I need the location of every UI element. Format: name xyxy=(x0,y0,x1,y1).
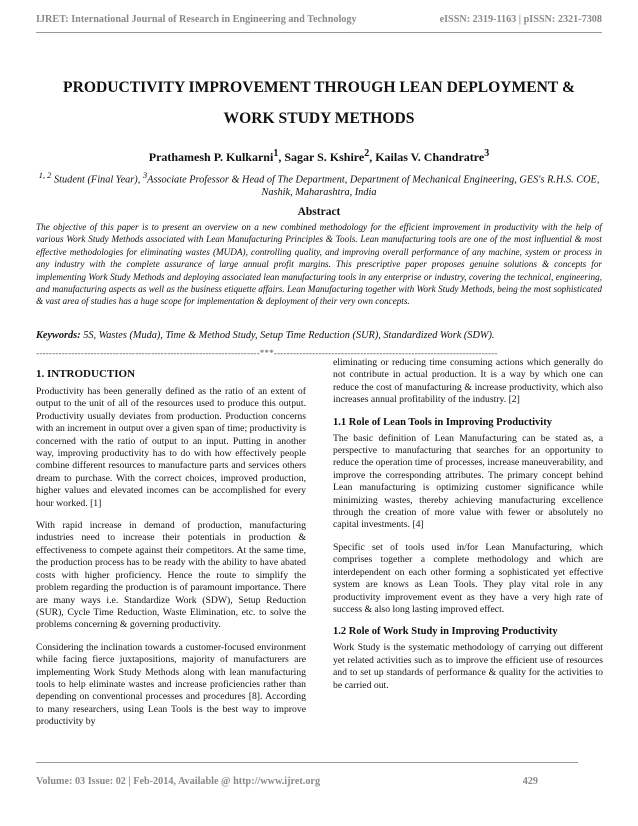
intro-paragraph-3: Considering the inclination towards a customer-focused environment while facing fierce juxtapositions, majority of manufacturers are implementing Work Study Methods along with lean manufacturing tools to help eliminate wastes and increase proficiencies rather than depending on conventional processes and procedures [8]. According to many researchers, using Lean Tools is the best way to improve productivity by xyxy=(36,641,306,728)
page-number: 429 xyxy=(522,776,538,787)
intro-paragraph-continued: eliminating or reducing time consuming actions which generally do not contribute in actual production. It is a way by which one can reduce the cost of manufacturing & increase productivity, which also increases annual profitability of the industry. [2] xyxy=(333,357,603,406)
keywords-label: Keywords: xyxy=(36,330,81,341)
running-footer xyxy=(36,776,538,787)
affiliation-sup-2: 3 xyxy=(142,170,148,180)
header-rule xyxy=(36,32,602,33)
abstract-heading: Abstract xyxy=(297,206,341,218)
running-header xyxy=(36,14,602,25)
section-1-2-heading: 1.2 Role of Work Study in Improving Productivity xyxy=(333,626,558,638)
author-2: Sagar S. Kshire xyxy=(284,150,365,164)
keywords xyxy=(36,329,602,342)
affiliation xyxy=(36,169,602,199)
right-column xyxy=(333,357,603,702)
lean-paragraph-1: The basic definition of Lean Manufacturing can be stated as, a perspective to manufacturing that searches for an opportunity to reduce the operation time of processes, increase maneuverability, and improve the corresponding attributes. The primary concept behind Lean manufacturing is optimizing customer significance while minimizing wastes, thereby achieving manufacturing excellence through the creation of more value with fewer or absolutely no capital investments. [4] xyxy=(333,432,603,531)
left-column xyxy=(36,368,306,739)
footer-rule xyxy=(36,762,578,763)
footer-volume xyxy=(36,776,320,787)
author-1-sup: 1 xyxy=(273,148,279,159)
section-divider: ----------------------------------------------------------------------***---------------------------------------------------------------------- xyxy=(36,348,498,358)
work-study-paragraph: Work Study is the systematic methodology of carrying out different yet related activities such as to improve the efficient use of resources and to set up standards of performance & quality for the activities to be carried out. xyxy=(333,642,603,691)
author-1: Prathamesh P. Kulkarni xyxy=(148,150,274,164)
affiliation-sup-1: 1, 2 xyxy=(38,170,52,180)
author-3: Kailas V. Chandratre xyxy=(375,150,485,164)
author-2-sup: 2 xyxy=(364,148,370,159)
issn: eISSN: 2319-1163 | pISSN: 2321-7308 xyxy=(439,14,602,25)
intro-paragraph-2: With rapid increase in demand of production, manufacturing industries need to increase their potentials in production & effectiveness to compete against their competitors. At the same time, the production process has to be ready with the ability to have abated costs with higher proficiency. Hence the route to simplify the problem regarding the production is of paramount importance. There are many ways i.e. Standardize Work (SDW), Setup Reduction (SUR), Cycle Time Reduction, Waste Elimination, etc. to solve the problems concerning & governing productivity. xyxy=(36,520,306,631)
affiliation-text-1: Student (Final Year), xyxy=(51,174,143,186)
journal-url-link[interactable]: http://www.ijret.org xyxy=(233,776,321,787)
abstract-text: The objective of this paper is to present an overview on a new combined methodology for the efficient improvement in productivity with the help of various Work Study Methods associated with Lean Manufacturing Principles & Tools. Lean manufacturing tools are one of the most influential & most effective methodologies for eliminating wastes (MUDA), controlling quality, and improving overall performance of any machine, system or process in any industry with the complete assurance of large annual profit margins. This prescriptive paper proposes genuine solutions & concepts for implementing Work Study Methods and deploying associated lean manufacturing tools in any enterprise or industry, covering the technical, engineering, and manufacturing aspects as well as the business etiquette affairs. Lean Manufacturing together with Work Study Methods, being the most sophisticated & vast area of studies has a huge scope for implementation & deployment of their very own concepts. xyxy=(36,222,602,307)
affiliation-text-2: Associate Professor & Head of The Department, Department of Mechanical Engineering, GES's R.H.S. COE, Nashik, Maharashtra, India xyxy=(147,174,600,199)
section-1-1-heading: 1.1 Role of Lean Tools in Improving Productivity xyxy=(333,416,552,428)
journal-name: IJRET: International Journal of Research in Engineering and Technology xyxy=(36,14,357,25)
paper-title: PRODUCTIVITY IMPROVEMENT THROUGH LEAN DEPLOYMENT & WORK STUDY METHODS xyxy=(63,79,575,127)
author-3-sup: 3 xyxy=(484,148,490,159)
lean-paragraph-2: Specific set of tools used in/for Lean Manufacturing, which comprises together a complete methodology and which are interdependent on each other forming a sophisticated yet effective system are knows as Lean Tools. They play vital role in any productivity improvement event as they have a very high rate of success & also long lasting improved effect. xyxy=(333,541,603,615)
footer-volume-text: Volume: 03 Issue: 02 | Feb-2014, Available @ xyxy=(36,776,234,787)
keywords-text: 5S, Wastes (Muda), Time & Method Study, Setup Time Reduction (SUR), Standardized Work (SDW). xyxy=(80,330,495,341)
author-list: Prathamesh P. Kulkarni$^1$, Sagar S. Kshire$^2$, Kailas V. Chandratre$^3$ xyxy=(148,148,490,164)
section-1-heading: 1. INTRODUCTION xyxy=(36,368,136,380)
intro-paragraph-1: Productivity has been generally defined as the ratio of an extent of output to the unit of all of the resources used to produce this output. Productivity usually deviates from production. Production concerns with an increment in output over a given span of time; productivity is concerned with the ratio of output to an input. Putting in another way, improving productivity has to do with how effectively people combine different resources to manufacture parts and services others dream to purchase. With the correct choices, improved production, higher values and elevated incomes can be accomplished for every hour worked. [1] xyxy=(36,386,306,509)
